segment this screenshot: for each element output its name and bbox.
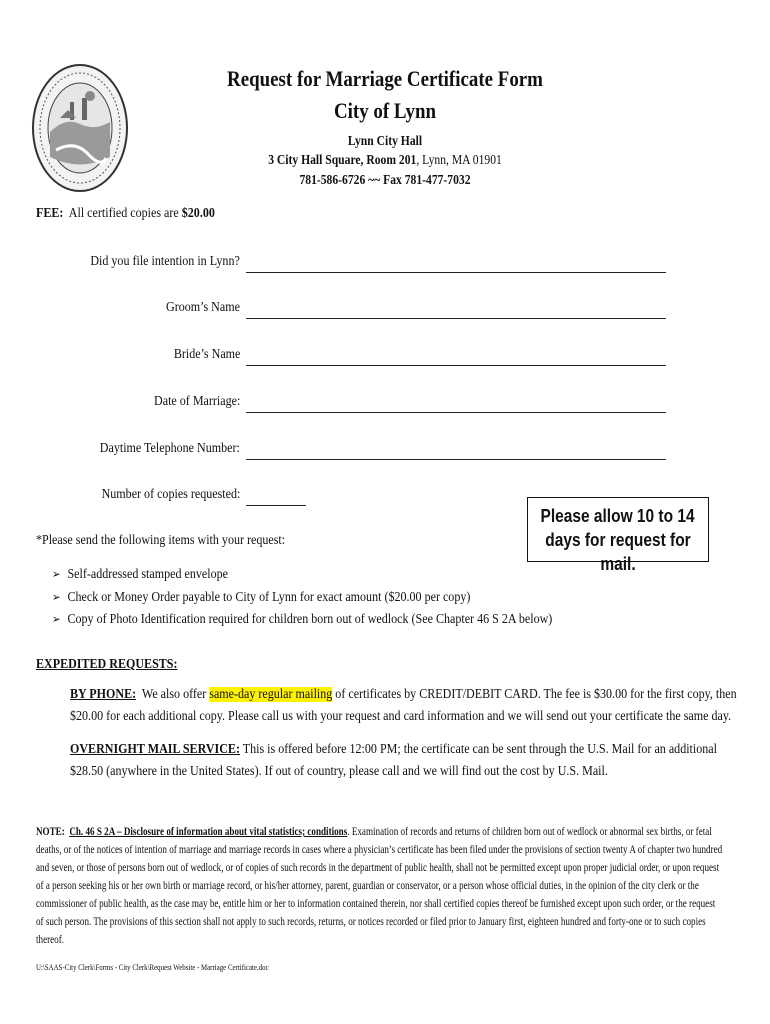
by-phone-pre: We also offer — [136, 687, 210, 702]
office-phone-text: 781-586-6726 ~~ Fax 781-477-7032 — [299, 172, 471, 187]
form-title — [150, 66, 620, 92]
highlighted-text: same-day regular mailing — [209, 687, 333, 702]
copies-input[interactable] — [246, 505, 306, 506]
fee-text: All certified copies are — [63, 206, 182, 221]
by-phone-text: of certificates by CREDIT/DEBIT CARD. The fee is $30.00 for the first copy, then $20.00 for each additional copy. Please call us with your request and card information and we will send out your certificate the same day. — [70, 687, 737, 724]
office-address — [150, 152, 620, 168]
file-path-footer: U:\SAAS-City Clerk\Forms - City Clerk\Request Website - Marriage Certificate.doc — [36, 963, 269, 972]
arrow-bullet-icon: ➢ — [52, 590, 61, 604]
fee-amount: $20.00 — [181, 206, 215, 221]
list-item — [52, 590, 470, 606]
list-item-text: Copy of Photo Identification required for children born out of wedlock (See Chapter 46 S 2A below) — [67, 612, 553, 627]
notice-line-1: Please allow 10 to 14 — [540, 506, 696, 526]
city-seal — [30, 62, 130, 194]
list-item — [52, 567, 228, 583]
field-label-phone: Daytime Telephone Number: — [99, 441, 240, 456]
office-name — [150, 133, 620, 149]
by-phone-paragraph — [70, 684, 741, 728]
overnight-label: OVERNIGHT MAIL SERVICE: — [70, 742, 240, 757]
telephone-input[interactable] — [246, 459, 666, 460]
groom-name-input[interactable] — [246, 318, 666, 319]
send-items-intro: *Please send the following items with your request: — [36, 533, 286, 548]
note-text: . Examination of records and returns of children born out of wedlock or abnormal sex births, or fetal deaths, or of the notices of intention of marriage and marriage records in cases where a physician’s certificate has been filed under the provisions of section twenty A of chapter two hundred and seven, or those of persons born out of wedlock, or of copies of such records in the department of public health, shall not be permitted except upon proper judicial order, or upon request of a person seeking his or her own birth or marriage record, or his/her attorney, parent, guardian or conservator, or a person whose official duties, in the opinion of the city clerk or the commissioner of public health, as the case may be, entitle him or her to information contained therein, nor shall certified copies thereof be furnished except upon such order, or the request of such person. The provisions of this section shall not apply to such records, returns, or notices recorded or filed prior to January first, eighteen hundred and forty-one or to such copies thereof. — [36, 826, 723, 946]
address-city: , Lynn, MA 01901 — [416, 152, 502, 167]
address-street: 3 City Hall Square, Room 201 — [268, 152, 417, 167]
by-phone-label: BY PHONE: — [70, 687, 137, 702]
field-label-groom: Groom’s Name — [166, 300, 240, 315]
overnight-paragraph — [70, 739, 741, 783]
note-label: NOTE: — [36, 826, 65, 838]
field-label-date: Date of Marriage: — [153, 394, 240, 409]
list-item — [52, 612, 552, 628]
form-title-text: Request for Marriage Certificate Form — [227, 66, 543, 91]
legal-note — [36, 823, 723, 949]
marriage-date-input[interactable] — [246, 412, 666, 413]
overnight-text: This is offered before 12:00 PM; the certificate can be sent through the U.S. Mail for an additional $28.50 (anywhere in the United States). If out of country, please call and we will find out the cost by U.S. Mail. — [70, 742, 717, 779]
intention-input[interactable] — [246, 272, 666, 273]
list-item-text: Check or Money Order payable to City of Lynn for exact amount ($20.00 per copy) — [67, 590, 471, 605]
field-label-bride: Bride’s Name — [173, 347, 240, 362]
fee-label: FEE: — [36, 206, 64, 221]
list-item-text: Self-addressed stamped envelope — [67, 567, 228, 582]
office-phone — [150, 172, 620, 188]
field-label-intention: Did you file intention in Lynn? — [90, 254, 240, 269]
expedited-heading: EXPEDITED REQUESTS: — [36, 657, 178, 672]
field-label-copies: Number of copies requested: — [101, 487, 240, 502]
arrow-bullet-icon: ➢ — [52, 612, 61, 626]
mail-notice-box — [527, 497, 709, 574]
arrow-bullet-icon: ➢ — [52, 567, 61, 581]
city-name — [150, 98, 620, 124]
note-heading: Ch. 46 S 2A – Disclosure of information about vital statistics; conditions — [69, 826, 348, 838]
city-name-text: City of Lynn — [334, 98, 436, 123]
bride-name-input[interactable] — [246, 365, 666, 366]
office-name-text: Lynn City Hall — [347, 133, 423, 148]
notice-line-2: days for request for mail. — [545, 530, 691, 574]
fee-line — [36, 206, 215, 222]
